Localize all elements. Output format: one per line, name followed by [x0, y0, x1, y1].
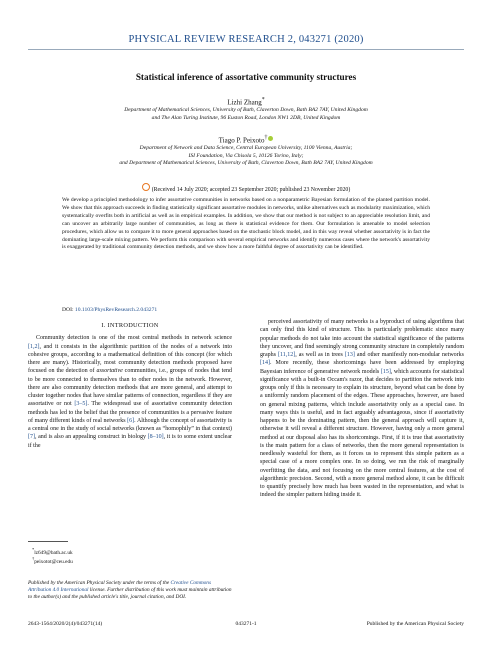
citation-link[interactable]: [11,12] — [277, 352, 296, 358]
body-text: and other manifestly non-modular networks — [354, 352, 464, 358]
emphasized-text: assortative — [96, 368, 123, 375]
doi-label: DOI: — [62, 307, 74, 313]
author-name: Lizhi Zhang — [227, 98, 262, 107]
right-column-body — [260, 318, 464, 500]
orcid-icon[interactable] — [268, 136, 273, 141]
body-text: , and is also an appealing construct in biology — [35, 434, 148, 441]
body-text: . Although the concept of assortativity is a central one in the study of social networks (known as “homophily” in that context) — [28, 417, 232, 432]
footnote-email[interactable]: lz649@bath.ac.uk — [34, 549, 73, 556]
citation-link[interactable]: [13] — [344, 352, 355, 358]
body-text: perceived assortativity of many networks is a byproduct of using algorithms that can only find this kind of structure. This is particularly problematic since many popular methods do not take into account the statistical significance of the patterns they uncover, and find seemingly strong community structure in completely random graphs — [260, 319, 464, 358]
open-access-icon — [142, 183, 150, 191]
citation-link[interactable]: [3–5] — [74, 401, 88, 408]
body-text: communities, i.e., groups of nodes that tend to be more connected to themselves than to other nodes in the network. However, there are also community detection methods that are more general, and attempt to cluster together nodes that have similar patterns of connection, regardless if they are assortative or not — [28, 368, 232, 408]
footer-issn: 2643-1564/2020/2(4)/043271(14) — [28, 621, 103, 627]
body-text: Community detection is one of the most central methods in network science — [36, 335, 232, 342]
citation-link[interactable]: [7] — [28, 434, 35, 441]
publication-note — [28, 580, 234, 602]
paper-title: Statistical inference of assortative community structures — [135, 72, 357, 82]
journal-header: PHYSICAL REVIEW RESEARCH 2, 043271 (2020) — [128, 34, 364, 45]
footnote-mark: * — [32, 547, 35, 552]
body-text: , as well as in trees — [295, 352, 345, 358]
author-2-affiliations — [40, 145, 452, 168]
dates-text: (Received 14 July 2020; accepted 23 September 2020; published 23 November 2020) — [151, 187, 351, 193]
left-column-body — [28, 334, 232, 450]
publication-note-text: license. Further distribution of this work must maintain attribution to the author(s) and the published article's title, journal citation, and DOI. — [28, 587, 232, 601]
footnote-1 — [32, 547, 73, 556]
footnote-rule — [28, 541, 68, 542]
footnote-mark: † — [32, 556, 35, 561]
body-paragraph — [28, 334, 232, 450]
affiliation-line: ISI Foundation, Via Chisola 5, 10126 Torino, Italy; — [188, 152, 304, 159]
affiliation-line: Department of Network and Data Science, Central European University, 1100 Vienna, Austria; — [139, 145, 353, 151]
affiliation-line: and The Alan Turing Institute, 96 Euston Road, London NW1 2DB, United Kingdom — [151, 114, 341, 121]
body-text: . More recently, these shortcomings have been addressed by employing Bayesian inference of generative network models — [260, 360, 464, 375]
author-mark: † — [264, 135, 268, 141]
affiliation-line: Department of Mathematical Sciences, University of Bath, Claverton Down, Bath BA2 7AY, United Kingdom — [124, 107, 368, 113]
citation-link[interactable]: [15] — [380, 368, 391, 375]
doi-link[interactable]: 10.1103/PhysRevResearch.2.043271 — [74, 307, 158, 313]
affiliation-line: and Department of Mathematical Sciences, University of Bath, Claverton Down, Bath BA2 7AY, United Kingdom — [119, 160, 373, 167]
body-text: , which accounts for statistical significance with a built-in Occam's razor, that decides to partition the network into groups only if this is necessary to explain its structure, beyond what can be done by a uniformly random placement of the edges. These approaches, however, are based on general mixing patterns, which include assortativity only as a special case. In many ways this is useful, and in fact arguably advantageous, since if assortativity happens to be the dominating pattern, then the general approach will capture it, otherwise it will reveal a different structure. However, having only a more general method at our disposal also has its shortcomings. First, if it is true that assortativity is the main pattern for a class of networks, then the more general representation is needlessly wasteful for them, as it forces us to represent this simple pattern as a special case of a more complex one. In so doing, we run the risk of marginally overfitting the data, and not focusing on the more central features, at the cost of algorithmic precision. Second, with a more general method alone, it can be difficult to quantify precisely how much has been wasted in the representation, and what is indeed the simpler pattern hiding inside it. — [260, 368, 464, 499]
body-text: . The widespread use of assortative community detection methods has led to the belief that the presence of communities is a pervasive feature of many different kinds of real networks — [28, 401, 232, 424]
footnote-2 — [32, 556, 73, 565]
section-heading: I. INTRODUCTION — [101, 322, 159, 329]
license-link[interactable]: Creative Commons Attribution 4.0 International — [28, 580, 212, 594]
author-mark: * — [261, 97, 265, 103]
doi-line — [62, 307, 157, 313]
right-column — [260, 318, 464, 500]
footer-publisher: Published by the American Physical Society — [366, 621, 464, 627]
dates-line — [0, 183, 492, 193]
citation-link[interactable]: [14] — [260, 360, 270, 367]
footer-page-number: 043271-1 — [235, 621, 257, 627]
body-paragraph — [260, 318, 464, 500]
citation-link[interactable]: [1,2] — [28, 343, 40, 350]
author-2 — [0, 135, 492, 144]
footnote-email[interactable]: peixotot@ceu.edu — [34, 558, 73, 565]
abstract: We develop a principled methodology to infer assortative communities in networks based on a nonparametric Bayesian formulation of the planted partition model. We show that this approach succeeds in finding statistically significant assortative modules in networks, unlike alternatives such as modularity maximization, which systematically overfits both in artificial as well as in empirical examples. In addition, we show that our method is not subject to an appreciable resolution limit, and can uncover an arbitrarily large number of communities, as long as there is statistical evidence for them. Our formulation is amenable to model selection procedures, which allow us to compare it to more general approaches based on the stochastic block model, and in this way reveal whether assortativity is in fact the dominating large-scale mixing pattern. We perform this comparison with several empirical networks and identify numerous cases where the network's assortativity is exaggerated by traditional community detection methods, and we show how a more faithful degree of assortativity can be identified. — [62, 197, 430, 251]
author-1-affiliations — [40, 107, 452, 122]
citation-link[interactable]: [8–10] — [147, 434, 164, 441]
publication-note-text: Published by the American Physical Society under the terms of the — [28, 580, 171, 586]
body-text: , and it consists in the algorithmic partition of the nodes of a network into cohesive groups, according to a mathematical definition of this concept (for which there are many). Historically, most community detection methods proposed have focused on the detection of — [28, 343, 232, 375]
left-column — [28, 316, 232, 450]
citation-link[interactable]: [6] — [127, 417, 135, 424]
author-name: Tiago P. Peixoto — [218, 136, 265, 145]
body-text: , it is to some extent unclear if the — [28, 434, 233, 449]
author-1 — [0, 97, 492, 106]
header-rule — [28, 49, 464, 50]
